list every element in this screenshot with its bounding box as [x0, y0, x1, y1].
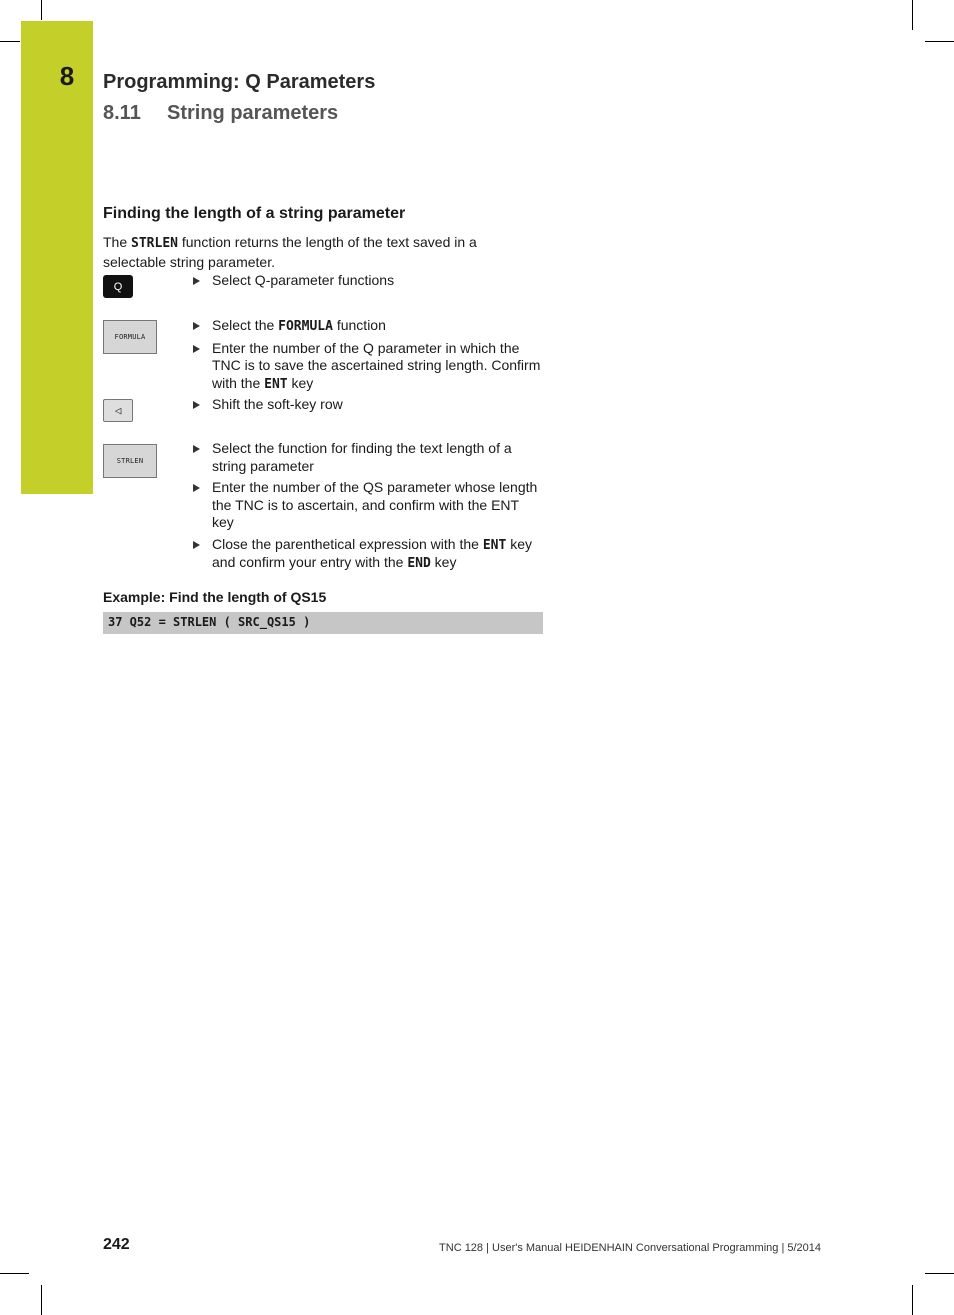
step-text: key and confirm your entry with the: [212, 535, 532, 570]
chapter-number: 8: [59, 61, 75, 91]
ent-keyword: ENT: [264, 376, 288, 392]
bullet-arrow-icon: [193, 541, 200, 549]
step-enter-q-number: [191, 340, 541, 394]
step-text: Select the function for finding the text length of a string parameter: [212, 440, 512, 474]
step-select-q-functions: [191, 272, 541, 290]
bullet-arrow-icon: [193, 484, 200, 492]
section-number: 8.11: [103, 102, 141, 124]
step-list: [191, 396, 541, 418]
example-title: Example: Find the length of QS15: [103, 589, 327, 605]
chapter-title: Programming: Q Parameters: [103, 71, 376, 93]
crop-mark: [925, 1273, 954, 1274]
chapter-band: [21, 21, 93, 494]
crop-mark: [912, 1285, 913, 1315]
bullet-arrow-icon: [193, 445, 200, 453]
crop-mark: [41, 0, 42, 20]
intro-paragraph: [103, 233, 523, 271]
step-text: Enter the number of the Q parameter in which the TNC is to save the ascertained string length. Confirm with the: [212, 339, 541, 391]
intro-text: function returns the length of the text saved in a selectable string parameter.: [103, 234, 477, 270]
step-select-function: [191, 440, 541, 475]
crop-mark: [0, 41, 20, 42]
crop-mark: [41, 1285, 42, 1315]
bullet-arrow-icon: [193, 277, 200, 285]
step-text: Select the: [212, 317, 279, 333]
step-list: [191, 440, 541, 577]
formula-softkey[interactable]: FORMULA: [103, 320, 157, 354]
step-text: Shift the soft-key row: [212, 396, 343, 412]
q-key[interactable]: Q: [103, 275, 133, 298]
bullet-arrow-icon: [193, 345, 200, 353]
step-text: Select Q-parameter functions: [212, 272, 395, 288]
strlen-keyword: STRLEN: [131, 236, 178, 251]
subsection-heading: Finding the length of a string parameter: [103, 205, 406, 222]
step-text: key: [287, 374, 314, 391]
page-number: 242: [103, 1236, 130, 1253]
step-text: Close the parenthetical expression with the: [212, 535, 483, 552]
step-select-formula: [191, 317, 541, 336]
step-text: Enter the number of the QS parameter whose length the TNC is to ascertain, and confirm with the ENT key: [212, 479, 538, 530]
step-close-expression: [191, 536, 541, 573]
step-list: [191, 317, 541, 397]
crop-mark: [925, 41, 954, 42]
example-code: 37 Q52 = STRLEN ( SRC_QS15 ): [103, 612, 543, 634]
step-shift-row: [191, 396, 541, 414]
crop-mark: [912, 0, 913, 30]
formula-keyword: FORMULA: [278, 319, 333, 334]
step-text: function: [332, 317, 386, 333]
strlen-softkey[interactable]: STRLEN: [103, 444, 157, 478]
shift-softkey-row-icon[interactable]: ◁: [103, 399, 133, 422]
step-list: [191, 272, 541, 294]
crop-mark: [0, 1273, 29, 1274]
step-enter-qs-number: [191, 479, 541, 532]
bullet-arrow-icon: [193, 322, 200, 330]
footer-text: TNC 128 | User's Manual HEIDENHAIN Conversational Programming | 5/2014: [439, 1242, 821, 1254]
section-title: [103, 102, 338, 125]
step-text: key: [430, 554, 457, 570]
intro-text: The: [103, 234, 132, 250]
end-keyword: END: [407, 556, 431, 571]
bullet-arrow-icon: [193, 401, 200, 409]
section-name: String parameters: [167, 102, 339, 124]
ent-keyword: ENT: [482, 537, 507, 553]
